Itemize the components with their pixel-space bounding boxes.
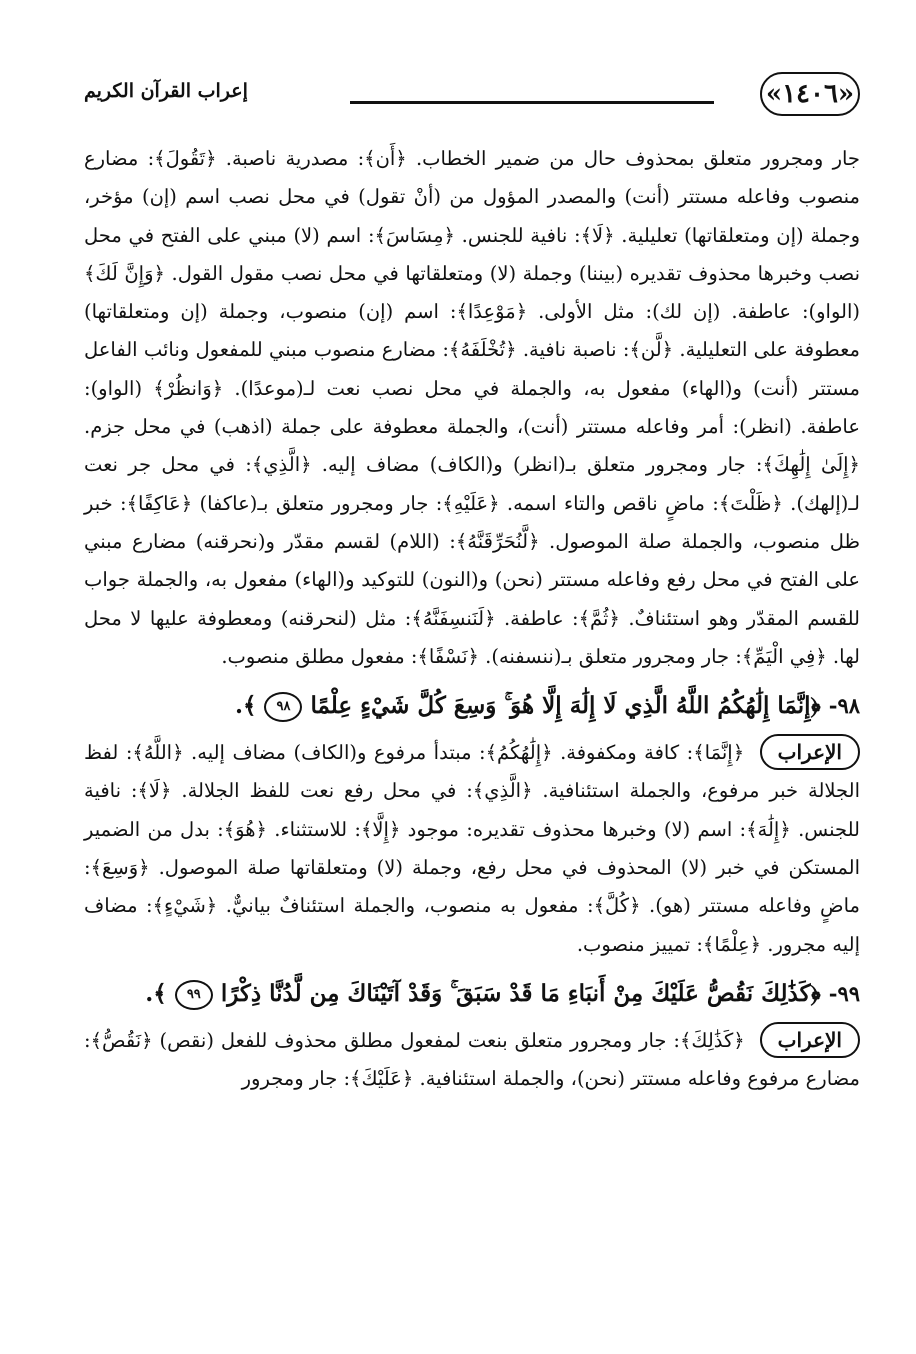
page-header	[84, 68, 860, 120]
verse-99	[84, 972, 860, 1016]
verse-number: ٩٩-	[828, 980, 860, 1006]
page-body	[84, 140, 860, 1099]
verse-number: ٩٨-	[828, 693, 860, 719]
verse-close: ﴾.	[234, 692, 257, 720]
paragraph-text: ﴿إِنَّمَا﴾: كافة ومكفوفة. ﴿إِلَٰهُكُمُ﴾: مبتدأ مرفوع و(الكاف) مضاف إليه. ﴿اللَّهُ﴾: لفظ الجلالة خبر مرفوع، والجملة استئنافية. ﴿الَّذِي﴾: في محل رفع نعت للفظ الجلالة. ﴿لَا﴾: نافية للجنس. ﴿إِلَٰهَ﴾: اسم (لا) وخبرها محذوف تقديره: موجود ﴿إِلَّا﴾: للاستثناء. ﴿هُوَ﴾: بدل من الضمير المستكن في خبر (لا) المحذوف في محل رفع، وجملة (لا) ومتعلقاتها صلة الموصول. ﴿وَسِعَ﴾: ماضٍ وفاعله مستتر (هو). ﴿كُلَّ﴾: مفعول به منصوب، والجملة استئنافٌ بيانيٌّ. ﴿شَيْءٍ﴾: مضاف إليه مجرور. ﴿عِلْمًا﴾: تمييز منصوب.	[84, 741, 860, 956]
paragraph-continuation	[84, 140, 860, 676]
verse-text: ﴿كَذَٰلِكَ نَقُصُّ عَلَيْكَ مِنْ أَنبَاءِ مَا قَدْ سَبَقَ ۚ وَقَدْ آتَيْنَاكَ مِن لَّدُنَّا ذِكْرًا	[220, 979, 821, 1007]
ayah-marker: ٩٩	[175, 980, 213, 1010]
header-rule	[350, 101, 714, 104]
verse-text: ﴿إِنَّمَا إِلَٰهُكُمُ اللَّهُ الَّذِي لَا إِلَٰهَ إِلَّا هُوَ ۚ وَسِعَ كُلَّ شَيْءٍ عِلْمًا	[310, 692, 821, 720]
irab-paragraph-98	[84, 734, 860, 964]
verse-98	[84, 684, 860, 728]
verse-close: ﴾.	[145, 979, 167, 1007]
irab-label: الإعراب	[760, 734, 860, 770]
ayah-marker: ٩٨	[264, 692, 302, 722]
irab-label: الإعراب	[760, 1022, 860, 1058]
paragraph-text: ﴿كَذَٰلِكَ﴾: جار ومجرور متعلق بنعت لمفعول مطلق محذوف للفعل (نقص) ﴿نَقُصُّ﴾: مضارع مرفوع وفاعله مستتر (نحن)، والجملة استئنافية. ﴿عَلَيْكَ﴾: جار ومجرور	[84, 1028, 860, 1091]
page-number: «١٤٠٦»	[760, 72, 860, 116]
irab-paragraph-99	[84, 1022, 860, 1099]
paragraph-text: جار ومجرور متعلق بمحذوف حال من ضمير الخطاب. ﴿أَن﴾: مصدرية ناصبة. ﴿تَقُولَ﴾: مضارع منصوب وفاعله مستتر (أنت) والمصدر المؤول من (أنْ تقول) في محل نصب اسم (إن) مؤخر، وجملة (إن ومتعلقاتها) تعليلية. ﴿لَا﴾: نافية للجنس. ﴿مِسَاسَ﴾: اسم (لا) مبني على الفتح في محل نصب وخبرها محذوف تقديره (بيننا) وجملة (لا) ومتعلقاتها في محل نصب مقول القول. ﴿وَإِنَّ لَكَ﴾ (الواو): عاطفة. (إن لك): مثل الأولى. ﴿مَوْعِدًا﴾: اسم (إن) منصوب، وجملة (إن ومتعلقاتها) معطوفة على التعليلية. ﴿لَّن﴾: ناصبة نافية. ﴿تُخْلَفَهُ﴾: مضارع منصوب مبني للمفعول ونائب الفاعل مستتر (أنت) و(الهاء) مفعول به، والجملة في محل نصب نعت لـ(موعدًا). ﴿وَانظُرْ﴾ (الواو): عاطفة. (انظر): أمر وفاعله مستتر (أنت)، والجملة معطوفة على جملة (اذهب) في محل جزم. ﴿إِلَىٰ إِلَٰهِكَ﴾: جار ومجرور متعلق بـ(انظر) و(الكاف) مضاف إليه. ﴿الَّذِي﴾: في محل جر نعت لـ(إلهك). ﴿ظَلْتَ﴾: ماضٍ ناقص والتاء اسمه. ﴿عَلَيْهِ﴾: جار ومجرور متعلق بـ(عاكفا) ﴿عَاكِفًا﴾: خبر ظل منصوب، والجملة صلة الموصول. ﴿لَّنُحَرِّقَنَّهُ﴾: (اللام) لقسم مقدّر و(نحرقنه) مضارع مبني على الفتح في محل رفع وفاعله مستتر (نحن) و(النون) للتوكيد و(الهاء) مفعول به، والجملة جواب للقسم المقدّر وهو استئنافٌ. ﴿ثُمَّ﴾: عاطفة. ﴿لَنَنسِفَنَّهُ﴾: مثل (لنحرقنه) ومعطوفة عليها لا محل لها. ﴿فِي الْيَمِّ﴾: جار ومجرور متعلق بـ(ننسفنه). ﴿نَسْفًا﴾: مفعول مطلق منصوب.	[84, 147, 860, 668]
running-title: إعراب القرآن الكريم	[84, 80, 248, 102]
